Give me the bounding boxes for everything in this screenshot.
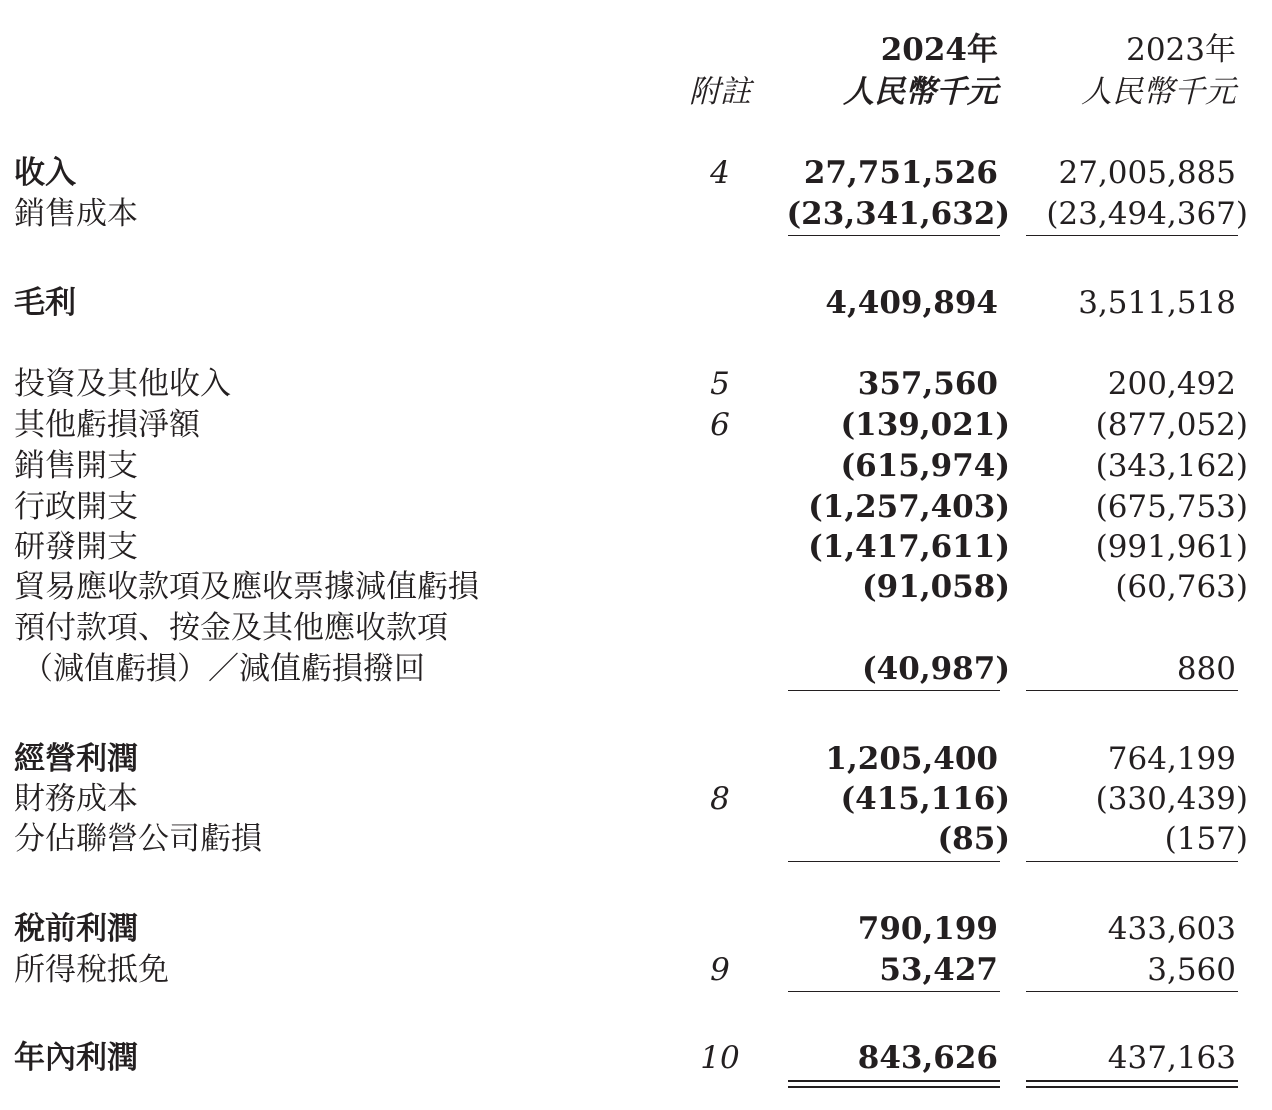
subtotal-rule-2023 <box>1026 690 1238 691</box>
row-label-finance-costs: 財務成本 <box>14 781 138 817</box>
subtotal-rule-2024 <box>788 690 1000 691</box>
row-label-operating-profit: 經營利潤 <box>14 741 138 777</box>
row-value-2023: 764,199 <box>1107 741 1236 777</box>
row-value-2023: (675,753) <box>1095 489 1248 525</box>
row-note: 9 <box>710 952 730 988</box>
subtotal-rule-2024 <box>788 861 1000 862</box>
row-value-2024: 1,205,400 <box>825 741 998 777</box>
row-value-2024: 53,427 <box>879 952 998 988</box>
row-label-impairment-reversal: （減值虧損）／減值虧損撥回 <box>22 651 425 687</box>
subtotal-rule-2024 <box>788 991 1000 992</box>
row-value-2023: 433,603 <box>1107 911 1236 947</box>
row-label-profit-before-tax: 稅前利潤 <box>14 911 138 947</box>
row-note: 4 <box>710 155 730 191</box>
row-value-2024: 27,751,526 <box>803 155 998 191</box>
row-value-2023: 27,005,885 <box>1058 155 1236 191</box>
header-year-2023: 2023年 <box>1126 32 1236 68</box>
row-label-profit-for-year: 年內利潤 <box>14 1040 138 1076</box>
row-value-2023: (343,162) <box>1095 448 1248 484</box>
row-value-2023: 437,163 <box>1107 1040 1236 1076</box>
row-value-2024: (139,021) <box>840 407 1010 443</box>
subtotal-rule-2024 <box>788 235 1000 236</box>
row-value-2024: 843,626 <box>857 1040 998 1076</box>
subtotal-rule-2023 <box>1026 235 1238 236</box>
row-value-2023: 3,511,518 <box>1078 285 1236 321</box>
row-note: 5 <box>710 366 730 402</box>
row-label-share-of-associates-loss: 分佔聯營公司虧損 <box>14 821 262 857</box>
row-value-2024: (91,058) <box>862 569 1010 605</box>
row-value-2023: (60,763) <box>1115 569 1248 605</box>
header-note: 附註 <box>689 74 751 110</box>
row-note: 8 <box>710 781 730 817</box>
row-value-2024: (1,257,403) <box>808 489 1010 525</box>
row-value-2023: 200,492 <box>1107 366 1236 402</box>
total-double-rule-bottom-2023 <box>1026 1086 1238 1088</box>
header-year-2024: 2024年 <box>880 32 998 68</box>
row-label-selling-expenses: 銷售開支 <box>14 448 138 484</box>
row-label-rnd-expenses: 研發開支 <box>14 529 138 565</box>
total-double-rule-bottom-2024 <box>788 1086 1000 1088</box>
row-label-income-tax-credit: 所得稅抵免 <box>14 952 169 988</box>
row-note: 6 <box>710 407 730 443</box>
row-label-cost-of-sales: 銷售成本 <box>14 196 138 232</box>
row-value-2023: (23,494,367) <box>1046 196 1248 232</box>
row-value-2023: (991,961) <box>1095 529 1248 565</box>
row-value-2024: (615,974) <box>840 448 1010 484</box>
row-value-2024: (40,987) <box>862 651 1010 687</box>
row-value-2023: (157) <box>1164 821 1248 857</box>
row-label-gross-profit: 毛利 <box>14 285 76 321</box>
row-value-2024: (415,116) <box>840 781 1010 817</box>
row-label-other-losses: 其他虧損淨額 <box>14 407 200 443</box>
row-label-revenue: 收入 <box>14 155 76 191</box>
header-currency-2023: 人民幣千元 <box>1081 74 1236 110</box>
total-double-rule-top-2023 <box>1026 1080 1238 1082</box>
row-value-2023: (877,052) <box>1095 407 1248 443</box>
row-label-trade-receivables-impairment: 貿易應收款項及應收票據減值虧損 <box>14 569 479 605</box>
row-value-2023: 3,560 <box>1147 952 1236 988</box>
row-note: 10 <box>700 1040 740 1076</box>
row-label-admin-expenses: 行政開支 <box>14 489 138 525</box>
row-value-2024: 790,199 <box>857 911 998 947</box>
row-label-investment-income: 投資及其他收入 <box>14 366 231 402</box>
row-value-2023: 880 <box>1176 651 1236 687</box>
row-value-2024: 357,560 <box>857 366 998 402</box>
row-value-2023: (330,439) <box>1095 781 1248 817</box>
total-double-rule-top-2024 <box>788 1080 1000 1082</box>
row-value-2024: (1,417,611) <box>808 529 1010 565</box>
subtotal-rule-2023 <box>1026 861 1238 862</box>
header-currency-2024: 人民幣千元 <box>843 74 998 110</box>
row-label-prepayments: 預付款項、按金及其他應收款項 <box>14 610 448 646</box>
row-value-2024: (85) <box>937 821 1010 857</box>
row-value-2024: 4,409,894 <box>825 285 998 321</box>
row-value-2024: (23,341,632) <box>786 196 1010 232</box>
subtotal-rule-2023 <box>1026 991 1238 992</box>
